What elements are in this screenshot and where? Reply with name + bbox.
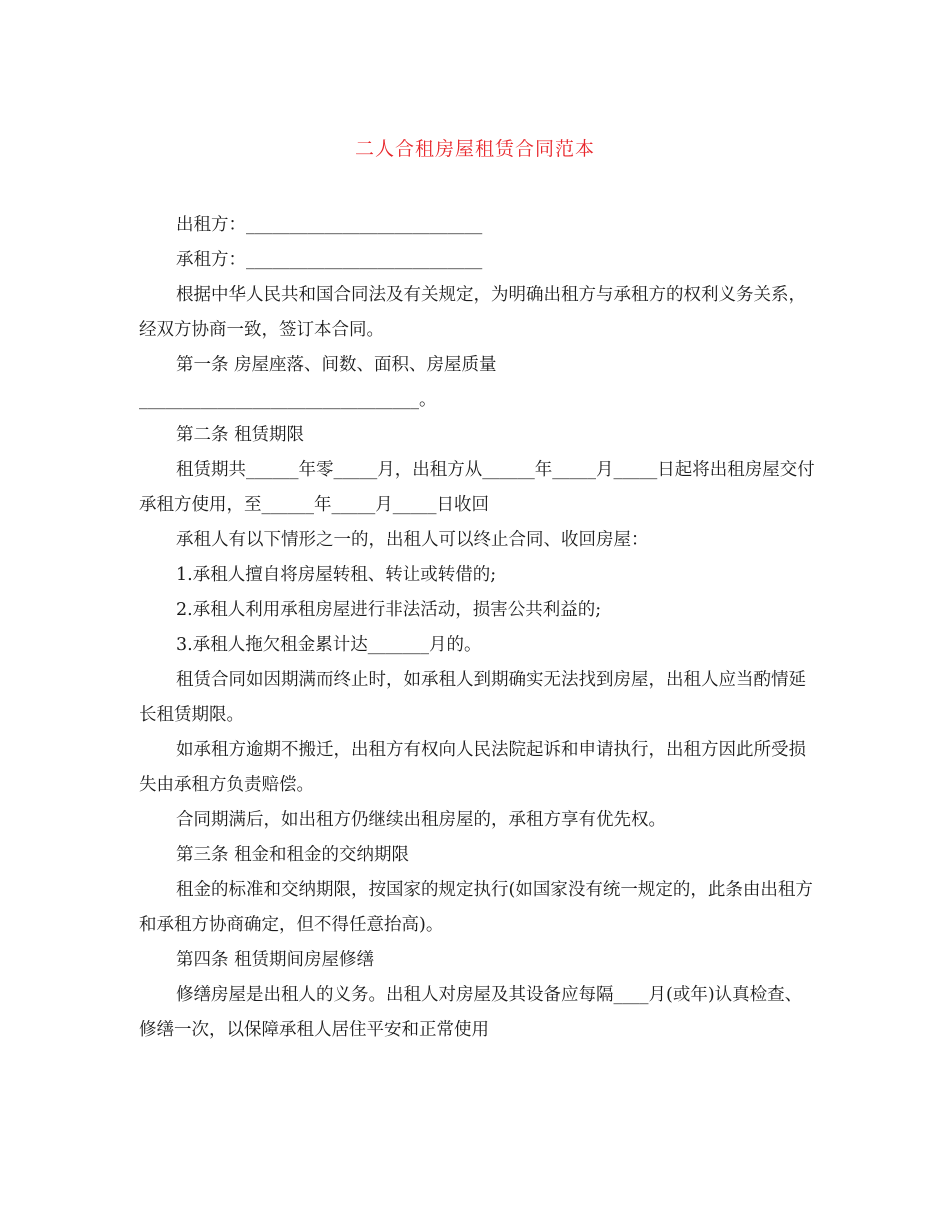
article-3-heading: 第三条 租金和租金的交纳期限: [176, 845, 410, 865]
lessee-line: 承租方：___________________________: [176, 250, 483, 270]
article-2-heading: 第二条 租赁期限: [176, 425, 305, 445]
lessor-line: 出租方：___________________________: [176, 215, 483, 235]
lease-term-paragraph: 租赁期共______年零_____月，出租方从______年_____月_____日起将出租房屋交付承租方使用，至______年_____月_____日收回: [139, 460, 815, 515]
document-body: [139, 208, 819, 1048]
article-1-blank-line: ________________________________。: [139, 390, 437, 410]
document-title: 二人合租房屋租赁合同范本: [354, 138, 595, 160]
article-4-heading: 第四条 租赁期间房屋修缮: [176, 950, 375, 970]
termination-intro: 承租人有以下情形之一的，出租人可以终止合同、收回房屋：: [176, 530, 649, 550]
preamble-paragraph: 根据中华人民共和国合同法及有关规定，为明确出租方与承租方的权利义务关系，经双方协商一致，签订本合同。: [139, 285, 806, 340]
priority-paragraph: 合同期满后，如出租方仍继续出租房屋的，承租方享有优先权。: [176, 810, 666, 830]
termination-item-3: 3.承租人拖欠租金累计达_______月的。: [176, 635, 482, 655]
article-1-heading: 第一条 房屋座落、间数、面积、房屋质量: [176, 355, 497, 375]
extension-paragraph: 租赁合同如因期满而终止时，如承租人到期确实无法找到房屋，出租人应当酌情延长租赁期限。: [139, 670, 806, 725]
rent-paragraph: 租金的标准和交纳期限，按国家的规定执行(如国家没有统一规定的，此条由出租方和承租方协商确定，但不得任意抬高)。: [139, 880, 813, 935]
termination-item-2: 2.承租人利用承租房屋进行非法活动，损害公共利益的;: [176, 600, 602, 620]
overdue-paragraph: 如承租方逾期不搬迁，出租方有权向人民法院起诉和申请执行，出租方因此所受损失由承租方负责赔偿。: [139, 740, 806, 795]
termination-item-1: 1.承租人擅自将房屋转租、转让或转借的;: [176, 565, 497, 585]
repair-paragraph: 修缮房屋是出租人的义务。出租人对房屋及其设备应每隔____月(或年)认真检查、修缮一次，以保障承租人居住平安和正常使用: [139, 985, 803, 1040]
